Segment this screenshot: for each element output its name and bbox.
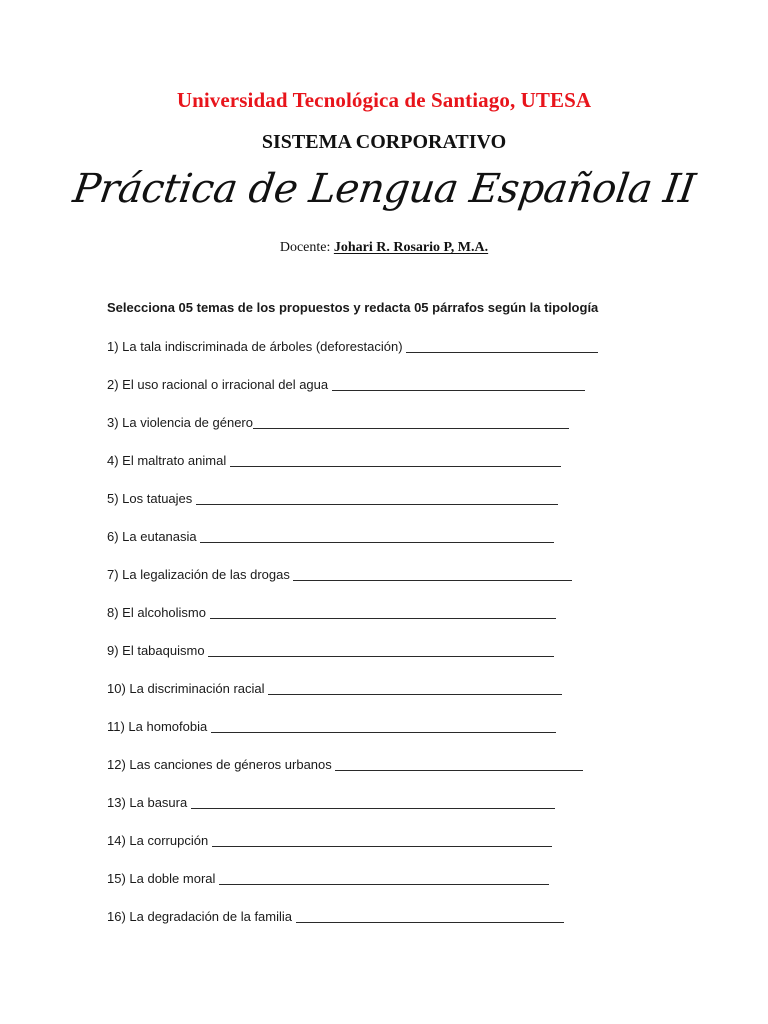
topic-label: 8) El alcoholismo: [107, 605, 206, 620]
teacher-line: [0, 240, 768, 256]
topic-item: [107, 871, 598, 909]
answer-blank: [268, 681, 562, 695]
answer-blank: [210, 605, 556, 619]
topic-label: 5) Los tatuajes: [107, 491, 193, 506]
topic-item: [107, 833, 598, 871]
topic-list: [107, 339, 598, 947]
topic-label: 10) La discriminación racial: [107, 681, 265, 696]
topic-label: 1) La tala indiscriminada de árboles (deforestación): [107, 339, 403, 354]
topic-label: 9) El tabaquismo: [107, 643, 205, 658]
teacher-label: Docente:: [279, 240, 334, 255]
answer-blank: [230, 453, 561, 467]
course-title: Práctica de Lengua Española II: [70, 166, 698, 212]
university-name: Universidad Tecnológica de Santiago, UTESA: [176, 88, 592, 112]
answer-blank: [335, 757, 583, 771]
topic-item: [107, 909, 598, 947]
answer-blank: [332, 377, 585, 391]
topic-item: [107, 757, 598, 795]
topic-item: [107, 491, 598, 529]
topic-item: [107, 795, 598, 833]
topic-item: [107, 529, 598, 567]
answer-blank: [293, 567, 572, 581]
topic-item: [107, 339, 598, 377]
topic-item: [107, 643, 598, 681]
topic-label: 11) La homofobia: [107, 719, 208, 734]
topic-label: 6) La eutanasia: [107, 529, 197, 544]
topic-label: 14) La corrupción: [107, 833, 209, 848]
answer-blank: [253, 415, 569, 429]
answer-blank: [212, 833, 552, 847]
topic-item: [107, 567, 598, 605]
topic-label: 2) El uso racional o irracional del agua: [107, 377, 329, 392]
topic-label: 16) La degradación de la familia: [107, 909, 293, 924]
topic-label: 12) Las canciones de géneros urbanos: [107, 757, 332, 772]
topic-label: 13) La basura: [107, 795, 188, 810]
topic-item: [107, 377, 598, 415]
topic-item: [107, 453, 598, 491]
answer-blank: [200, 529, 554, 543]
topic-item: [107, 681, 598, 719]
topic-item: [107, 415, 598, 453]
topic-label: 15) La doble moral: [107, 871, 216, 886]
teacher-name: Johari R. Rosario P, M.A.: [333, 240, 489, 255]
system-heading: SISTEMA CORPORATIVO: [261, 131, 507, 153]
answer-blank: [219, 871, 549, 885]
topic-item: [107, 605, 598, 643]
answer-blank: [296, 909, 564, 923]
topic-label: 7) La legalización de las drogas: [107, 567, 290, 582]
answer-blank: [208, 643, 554, 657]
answer-blank: [196, 491, 558, 505]
answer-blank: [406, 339, 598, 353]
topic-item: [107, 719, 598, 757]
answer-blank: [191, 795, 555, 809]
topic-label: 3) La violencia de género: [107, 415, 253, 430]
instructions-text: Selecciona 05 temas de los propuestos y redacta 05 párrafos según la tipología: [107, 300, 599, 315]
topic-label: 4) El maltrato animal: [107, 453, 227, 468]
answer-blank: [211, 719, 556, 733]
